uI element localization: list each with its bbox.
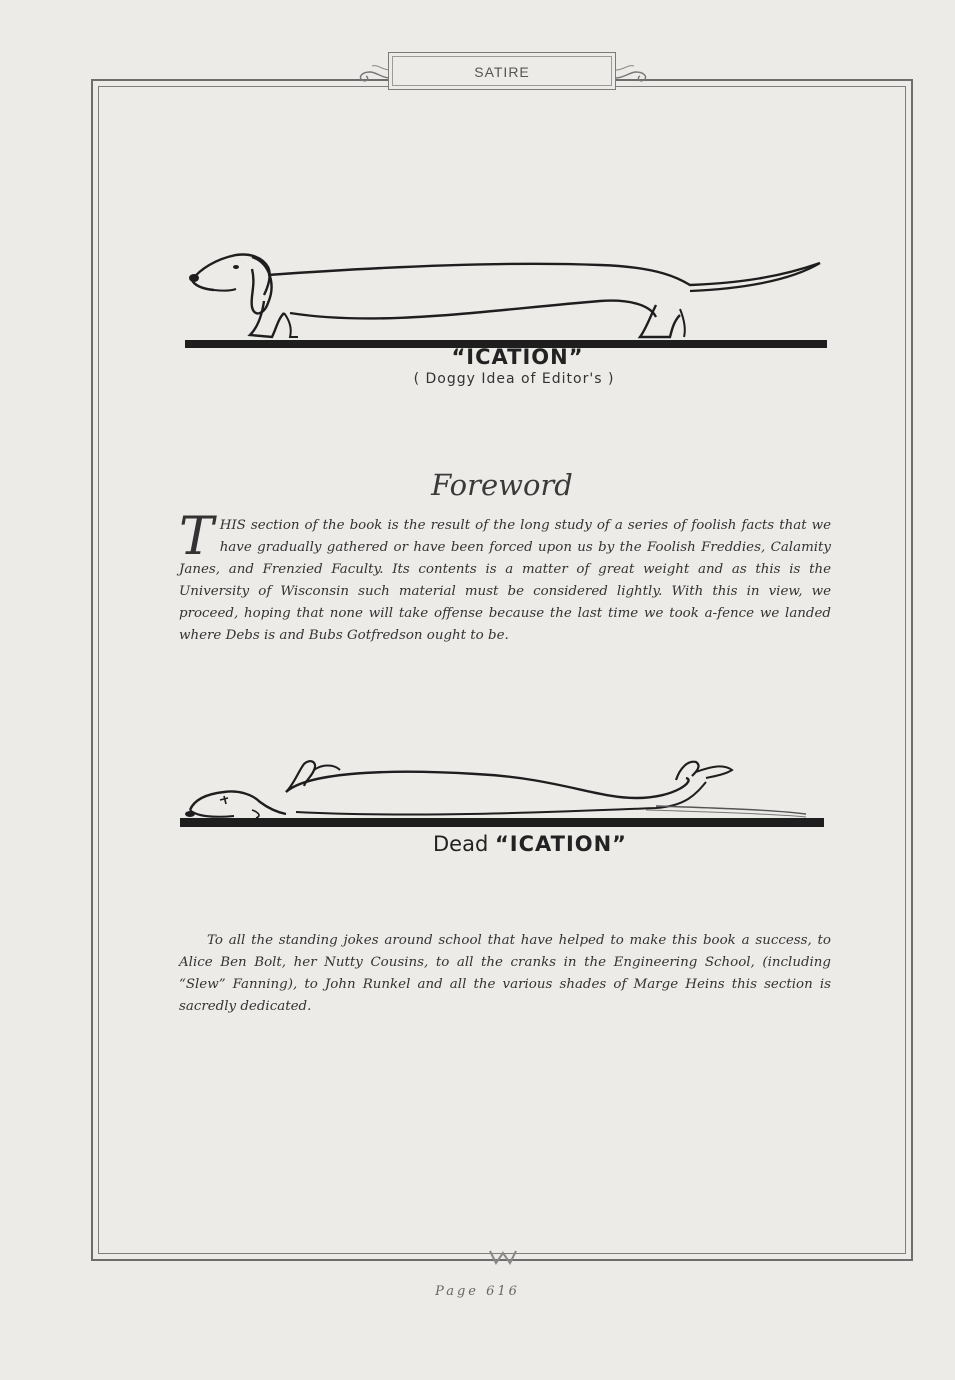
foreword-title: Foreword xyxy=(431,468,573,502)
footer-w-ornament xyxy=(488,1248,518,1266)
dead-ication-main: “ICATION” xyxy=(494,832,627,856)
foreword-drop-cap: T xyxy=(179,507,214,567)
dead-ication-caption xyxy=(360,832,700,856)
foreword-paragraph xyxy=(179,507,831,647)
header-scroll-right-ornament xyxy=(614,58,654,84)
ication-caption: “ICATION” xyxy=(451,345,584,369)
dedication-paragraph: To all the standing jokes around school that have helped to make this book a success, to Alice Ben Bolt, her Nutty Cousins, to all the cranks in the Engineering School, (including “Slew” Fanning), to John Runkel and all the various shades of Marge Heins this section is sacredly dedicated. xyxy=(179,933,831,1014)
ication-subcaption: ( Doggy Idea of Editor's ) xyxy=(413,371,615,387)
section-header-label: SATIRE xyxy=(474,64,530,80)
foreword-text: HIS section of the book is the result of the long study of a series of foolish facts that we have gradually gathered or have been forced upon us by the Foolish Freddies, Calamity Janes, and Frenzied Faculty. Its contents is a matter of great weight and as this is the University of Wisconsin such material must be considered lightly. With this in view, we proceed, hoping that none will take offense because the last time we took a-fence we landed where Debs is and Bubs Gotfredson ought to be. xyxy=(179,518,831,643)
dead-ication-prefix: Dead xyxy=(432,832,489,856)
dead-dachshund-illustration xyxy=(176,752,828,837)
long-dachshund-illustration xyxy=(180,245,832,355)
header-scroll-left-ornament xyxy=(352,58,392,84)
page-number: Page 616 xyxy=(435,1284,520,1299)
